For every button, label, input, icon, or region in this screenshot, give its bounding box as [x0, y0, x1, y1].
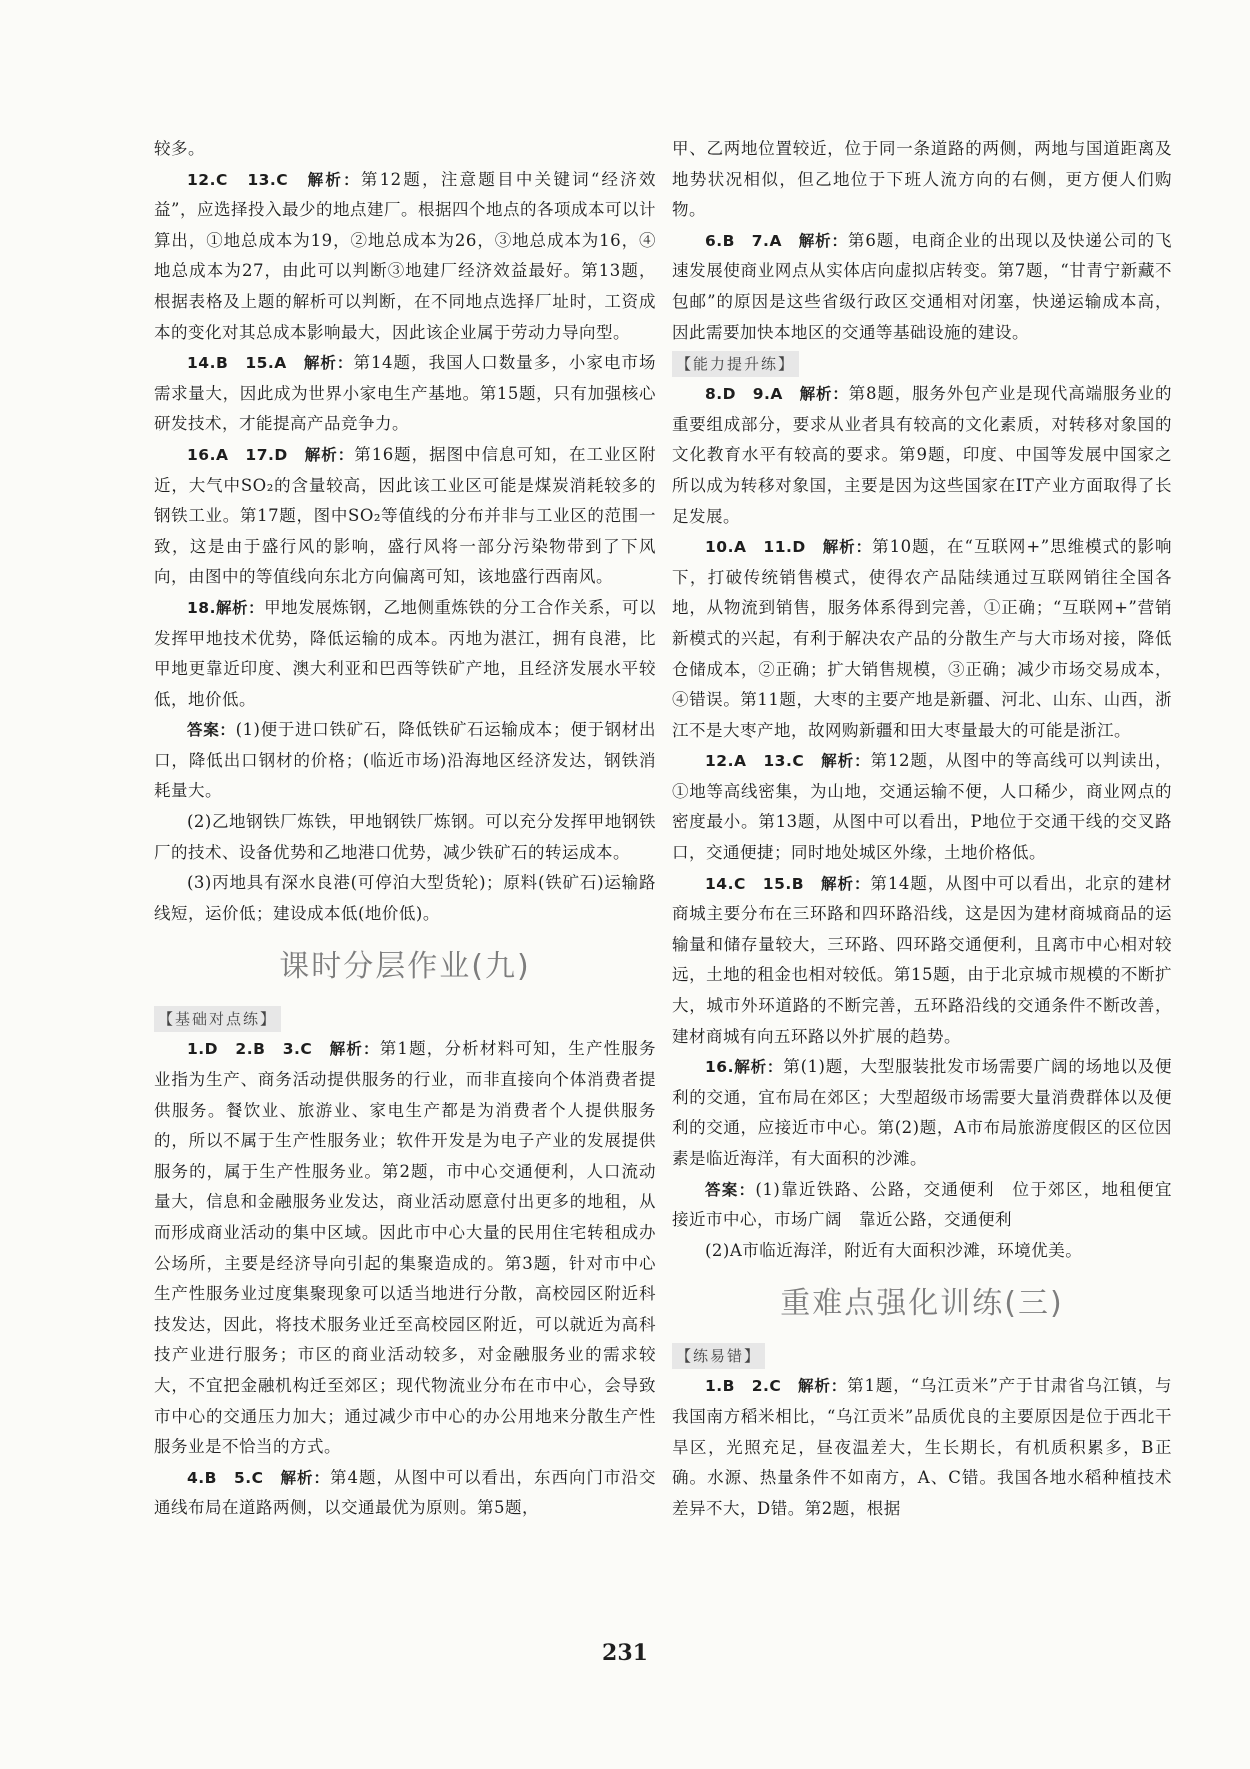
answer-key: 8.D 9.A 解析：: [705, 385, 849, 404]
answer-paragraph: [672, 1052, 1172, 1174]
explanation: 第4题，从图中可以看出，东西向门市沿交通线布局在道路两侧，以交通最优为原则。第5题，: [154, 1467, 656, 1518]
answer-key: 1.D 2.B 3.C 解析：: [187, 1040, 380, 1059]
explanation: (1)便于进口铁矿石，降低铁矿石运输成本；便于钢材出口，降低出口钢材的价格；(临近市场)沿海地区经济发达，钢铁消耗量大。: [154, 720, 656, 801]
section-tag-row: [672, 348, 1172, 379]
answer-paragraph: (2)乙地钢铁厂炼铁，甲地钢铁厂炼钢。可以充分发挥甲地钢铁厂的技术、设备优势和乙地港口优势，减少铁矿石的转运成本。: [154, 812, 656, 862]
section-tag-row: [672, 1340, 1172, 1371]
paragraph: 较多。: [154, 139, 205, 158]
answer-paragraph: [672, 379, 1172, 532]
answer-paragraph: [154, 440, 656, 593]
explanation: 第(1)题，大型服装批发市场需要广阔的场地以及便利的交通，宜布局在郊区；大型超级市场需要大量消费群体以及便利的交通，应接近市中心。第(2)题，A市布局旅游度假区的区位因素是临近海洋，有大面积的沙滩。: [672, 1057, 1172, 1168]
answer-key: 14.B 15.A 解析：: [187, 354, 354, 373]
answer-label: 答案：: [187, 721, 236, 740]
explanation: 第1题，“乌江贡米”产于甘肃省乌江镇，与我国南方稻米相比，“乌江贡米”品质优良的主要原因是位于西北干旱区，光照充足，昼夜温差大，生长期长，有机质积累多，B正确。水源、热量条件不如南方，A、C错。我国各地水稻种植技术差异不大，D错。第2题，根据: [672, 1376, 1172, 1518]
section-title: 重难点强化训练(三): [780, 1286, 1064, 1322]
explanation: 第10题，在“互联网+”思维模式的影响下，打破传统销售模式，使得农产品陆续通过互联网销往全国各地，从物流到销售，服务体系得到完善，①正确；“互联网+”营销新模式的兴起，有利于解决农产品的分散生产与大市场对接，降低仓储成本，②正确；扩大销售规模，③正确；减少市场交易成本，④错误。第11题，大枣的主要产地是新疆、河北、山东、山西，浙江不是大枣产地，故网购新疆和田大枣量最大的可能是浙江。: [672, 537, 1172, 740]
section-tag: 【练易错】: [672, 1343, 765, 1369]
answer-paragraph: [154, 348, 656, 440]
answer-paragraph: (3)丙地具有深水良港(可停泊大型货轮)；原料(铁矿石)运输路线短，运价低；建设成本低(地价低)。: [154, 873, 656, 923]
answer-paragraph: [672, 1371, 1172, 1524]
answer-key: 14.C 15.B 解析：: [705, 874, 871, 893]
answer-paragraph: [154, 1463, 656, 1524]
section-title: 课时分层作业(九): [279, 949, 531, 985]
explanation: 第14题，从图中可以看出，北京的建材商城主要分布在三环路和四环路沿线，这是因为建材商城商品的运输量和储存量较大，三环路、四环路交通便利，且离市中心相对较远，土地的租金也相对较低。第15题，由于北京城市规模的不断扩大，城市外环道路的不断完善，五环路沿线的交通条件不断改善，建材商城有向五环路以外扩展的趋势。: [672, 873, 1172, 1046]
answer-key: 18.解析：: [187, 598, 265, 617]
explanation: (1)靠近铁路、公路，交通便利 位于郊区，地租便宜 接近市中心，市场广阔 靠近公路，交通便利: [672, 1179, 1189, 1230]
section-tag: 【能力提升练】: [672, 351, 799, 377]
section-tag-row: [154, 1003, 656, 1034]
answer-paragraph: [672, 746, 1172, 868]
answer-paragraph: [672, 1175, 1189, 1236]
answer-paragraph: (2)A市临近海洋，附近有大面积沙滩，环境优美。: [705, 1240, 1083, 1260]
answer-key: 4.B 5.C 解析：: [187, 1468, 331, 1487]
explanation: 甲地发展炼钢，乙地侧重炼铁的分工合作关系，可以发挥甲地技术优势，降低运输的成本。丙地为湛江，拥有良港，比甲地更靠近印度、澳大利亚和巴西等铁矿产地，且经济发展水平较低，地价低。: [154, 597, 656, 709]
answer-key: 1.B 2.C 解析：: [705, 1377, 848, 1396]
page-number: 231: [602, 1640, 648, 1666]
explanation: 第6题，电商企业的出现以及快递公司的飞速发展使商业网点从实体店向虚拟店转变。第7题，“甘青宁新藏不包邮”的原因是这些省级行政区交通相对闭塞，快递运输成本高，因此需要加快本地区的交通等基础设施的建设。: [672, 230, 1172, 342]
explanation: 第1题，分析材料可知，生产性服务业指为生产、商务活动提供服务的行业，而非直接向个体消费者提供服务。餐饮业、旅游业、家电生产都是为消费者个人提供服务的，所以不属于生产性服务业；软件开发是为电子产业的发展提供服务的，属于生产性服务业。第2题，市中心交通便利，人口流动量大，信息和金融服务业发达，商业活动愿意付出更多的地租，从而形成商业活动的集中区域。因此市中心大量的民用住宅转租成办公场所，主要是经济导向引起的集聚造成的。第3题，针对市中心生产性服务业过度集聚现象可以适当地进行分散，高校园区附近科技发达，因此，将技术服务业迁至高校园区附近，可以就近为高科技产业进行服务；市区的商业活动较多，对金融服务业的需求较大，不宜把金融机构迁至郊区；现代物流业分布在市中心，会导致市中心的交通压力加大；通过减少市中心的办公用地来分散生产性服务业是不恰当的方式。: [154, 1039, 656, 1457]
answer-key: 12.A 13.C 解析：: [705, 752, 871, 771]
right-column: [672, 134, 1189, 1524]
answer-paragraph: [672, 226, 1172, 348]
explanation: 第12题，从图中的等高线可以判读出，①地等高线密集，为山地，交通运输不便，人口稀少，商业网点的密度最小。第13题，从图中可以看出，P地位于交通干线的交叉路口，交通便捷；同时地处城区外缘，土地价格低。: [672, 751, 1172, 863]
answer-paragraph: [672, 869, 1172, 1053]
answer-paragraph: [154, 715, 656, 807]
answer-key: 6.B 7.A 解析：: [705, 231, 848, 250]
explanation: 第16题，据图中信息可知，在工业区附近，大气中SO₂的含量较高，因此该工业区可能是煤炭消耗较多的钢铁工业。第17题，图中SO₂等值线的分布并非与工业区的范围一致，这是由于盛行风的影响，盛行风将一部分污染物带到了下风向，由图中的等值线向东北方向偏离可知，该地盛行西南风。: [154, 444, 657, 587]
left-column: [154, 134, 656, 1524]
answer-label: 答案：: [705, 1180, 756, 1199]
answer-key: 12.C 13.C 解析：: [187, 170, 361, 189]
answer-paragraph: [672, 532, 1172, 746]
answer-paragraph: [154, 165, 656, 349]
explanation: 第14题，我国人口数量多，小家电市场需求量大，因此成为世界小家电生产基地。第15题，只有加强核心研发技术，才能提高产品竞争力。: [154, 353, 656, 434]
answer-paragraph: [154, 1034, 656, 1462]
answer-key: 16.解析：: [705, 1058, 784, 1077]
answer-key: 10.A 11.D 解析：: [705, 538, 873, 557]
section-tag: 【基础对点练】: [154, 1006, 281, 1032]
paragraph: 甲、乙两地位置较近，位于同一条道路的两侧，两地与国道距离及地势状况相似，但乙地位于下班人流方向的右侧，更方便人们购物。: [672, 139, 1172, 220]
answer-paragraph: [154, 593, 656, 715]
explanation: 第12题，注意题目中关键词“经济效益”，应选择投入最少的地点建厂。根据四个地点的各项成本可以计算出，①地总成本为19，②地总成本为26，③地总成本为16，④地总成本为27，由此可以判断③地建厂经济效益最好。第13题，根据表格及上题的解析可以判断，在不同地点选择厂址时，工资成本的变化对其总成本影响最大，因此该企业属于劳动力导向型。: [154, 169, 656, 342]
answer-key: 16.A 17.D 解析：: [187, 445, 355, 464]
explanation: 第8题，服务外包产业是现代高端服务业的重要组成部分，要求从业者具有较高的文化素质，对转移对象国的文化教育水平有较高的要求。第9题，印度、中国等发展中国家之所以成为转移对象国，主要是因为这些国家在IT产业方面取得了长足发展。: [672, 384, 1172, 526]
